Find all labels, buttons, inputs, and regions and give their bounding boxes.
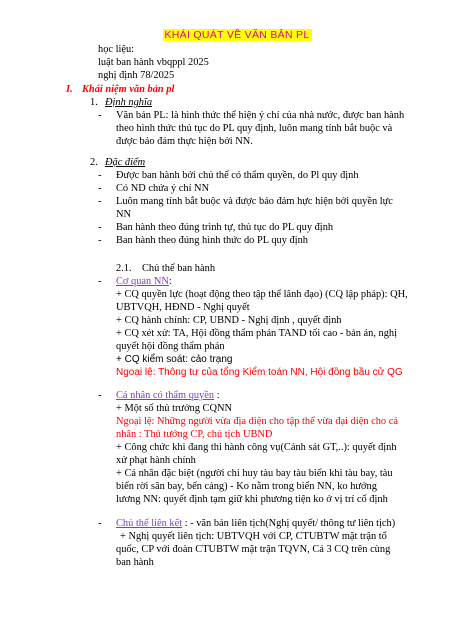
s2-item: Có ND chứa ý chí NN bbox=[116, 183, 210, 194]
lienket-line: + Nghị quyết liên tịch: UBTVQH với CP, CTUBTW mặt trận tổ bbox=[120, 531, 387, 542]
s1-bullet: - bbox=[98, 110, 102, 121]
s2-bullet: - bbox=[98, 196, 102, 207]
cqnn-line: quyết hội đồng thẩm phán bbox=[116, 341, 225, 352]
canhan-line: xử phạt hành chính bbox=[116, 455, 196, 466]
s2-item: Được ban hành bởi chủ thể có thẩm quyền, do Pl quy định bbox=[116, 170, 359, 181]
s2-item: Ban hành theo đúng trình tự, thủ tục do PL quy định bbox=[116, 222, 334, 233]
lienket-heading: Chủ thể liên kết : - văn bản liên tịch(Nghị quyết/ thông tư liên tịch) bbox=[116, 518, 396, 529]
cqnn-line: UBTVQH, HĐND - Nghị quyết bbox=[116, 302, 250, 313]
s2-item-cont: NN bbox=[116, 209, 132, 220]
section-i-marker: I. bbox=[66, 84, 73, 95]
canhan-line: + Cá nhân đặc biệt (người chỉ huy tàu bay tàu biển khi tàu bay, tàu bbox=[116, 468, 393, 479]
document-title: KHÁI QUÁT VỀ VĂN BẢN PL bbox=[164, 29, 310, 41]
cqnn-bullet: - bbox=[98, 276, 102, 287]
lienket-line: ban hành bbox=[116, 557, 154, 568]
s21-number: 2.1. bbox=[116, 263, 132, 274]
lienket-bullet: - bbox=[98, 518, 102, 529]
s1-title: Định nghĩa bbox=[105, 97, 153, 108]
cqnn-line: + CQ xét xử: TA, Hội đồng thẩm phán TAND tối cao - bản án, nghị bbox=[116, 328, 398, 339]
s1-line-3: được bảo đảm thực hiện bởi NN. bbox=[116, 136, 253, 147]
section-i-heading: Khái niệm văn bản pl bbox=[82, 84, 175, 95]
s2-number: 2. bbox=[90, 157, 98, 168]
cqnn-exception-note: Ngoại lệ: Thông tư của tổng Kiểm toán NN, Hội đồng bầu cử QG bbox=[116, 367, 403, 378]
s2-bullet: - bbox=[98, 222, 102, 233]
canhan-line: + Một số thủ trưởng CQNN bbox=[116, 403, 232, 414]
canhan-exception-note: Ngoại lệ: Những người vừa địa diện cho tập thể vừa đại diện cho cá bbox=[116, 416, 398, 427]
s2-title: Đặc điểm bbox=[105, 157, 146, 168]
canhan-line: lương NN: quyết định tạm giữ khi phương tiện ko ở vị trí cố định bbox=[116, 494, 388, 505]
s21-title: Chủ thể ban hành bbox=[142, 263, 216, 274]
s2-item: Ban hành theo đúng hình thức do PL quy định bbox=[116, 235, 308, 246]
canhan-exception-note: nhân : Thủ tướng CP, chủ tịch UBND bbox=[116, 429, 273, 440]
s2-bullet: - bbox=[98, 183, 102, 194]
canhan-line: + Công chức khi đang thi hành công vụ(Cảnh sát GT,..): quyết định bbox=[116, 442, 397, 453]
lienket-line: quốc, CP với đoàn CTUBTW mặt trận TQVN, Cả 3 CQ trên cùng bbox=[116, 544, 391, 555]
s1-line-1: Văn bản PL: là hình thức thể hiện ý chí của nhà nước, được ban hành bbox=[116, 110, 405, 121]
source-decree: nghị định 78/2025 bbox=[98, 70, 175, 81]
s1-number: 1. bbox=[90, 97, 98, 108]
s1-line-2: theo hình thức thủ tục do PL quy định, luôn mang tính bắt buộc và bbox=[116, 123, 393, 134]
source-label: học liệu: bbox=[98, 44, 135, 55]
s2-item: Luôn mang tính bắt buộc và được bảo đảm hực hiện bởi quyền lực bbox=[116, 196, 393, 207]
cqnn-line: + CQ kiểm soát: cảo trạng bbox=[116, 354, 233, 365]
s2-bullet: - bbox=[98, 235, 102, 246]
cqnn-line: + CQ quyền lực (hoạt động theo tập thể lãnh đạo) (CQ lập pháp): QH, bbox=[116, 289, 408, 300]
cqnn-heading: Cơ quan NN: bbox=[116, 276, 172, 287]
source-law: luật ban hành vbqppl 2025 bbox=[98, 57, 209, 68]
canhan-bullet: - bbox=[98, 390, 102, 401]
cqnn-line: + CQ hành chính: CP, UBND - Nghị định , quyết định bbox=[116, 315, 342, 326]
s2-bullet: - bbox=[98, 170, 102, 181]
canhan-heading: Cá nhân có thẩm quyền : bbox=[116, 390, 220, 401]
canhan-line: biển rời sân bay, bến cảng) - Ko nằm trong biển NN, ko hưởng bbox=[116, 481, 377, 492]
